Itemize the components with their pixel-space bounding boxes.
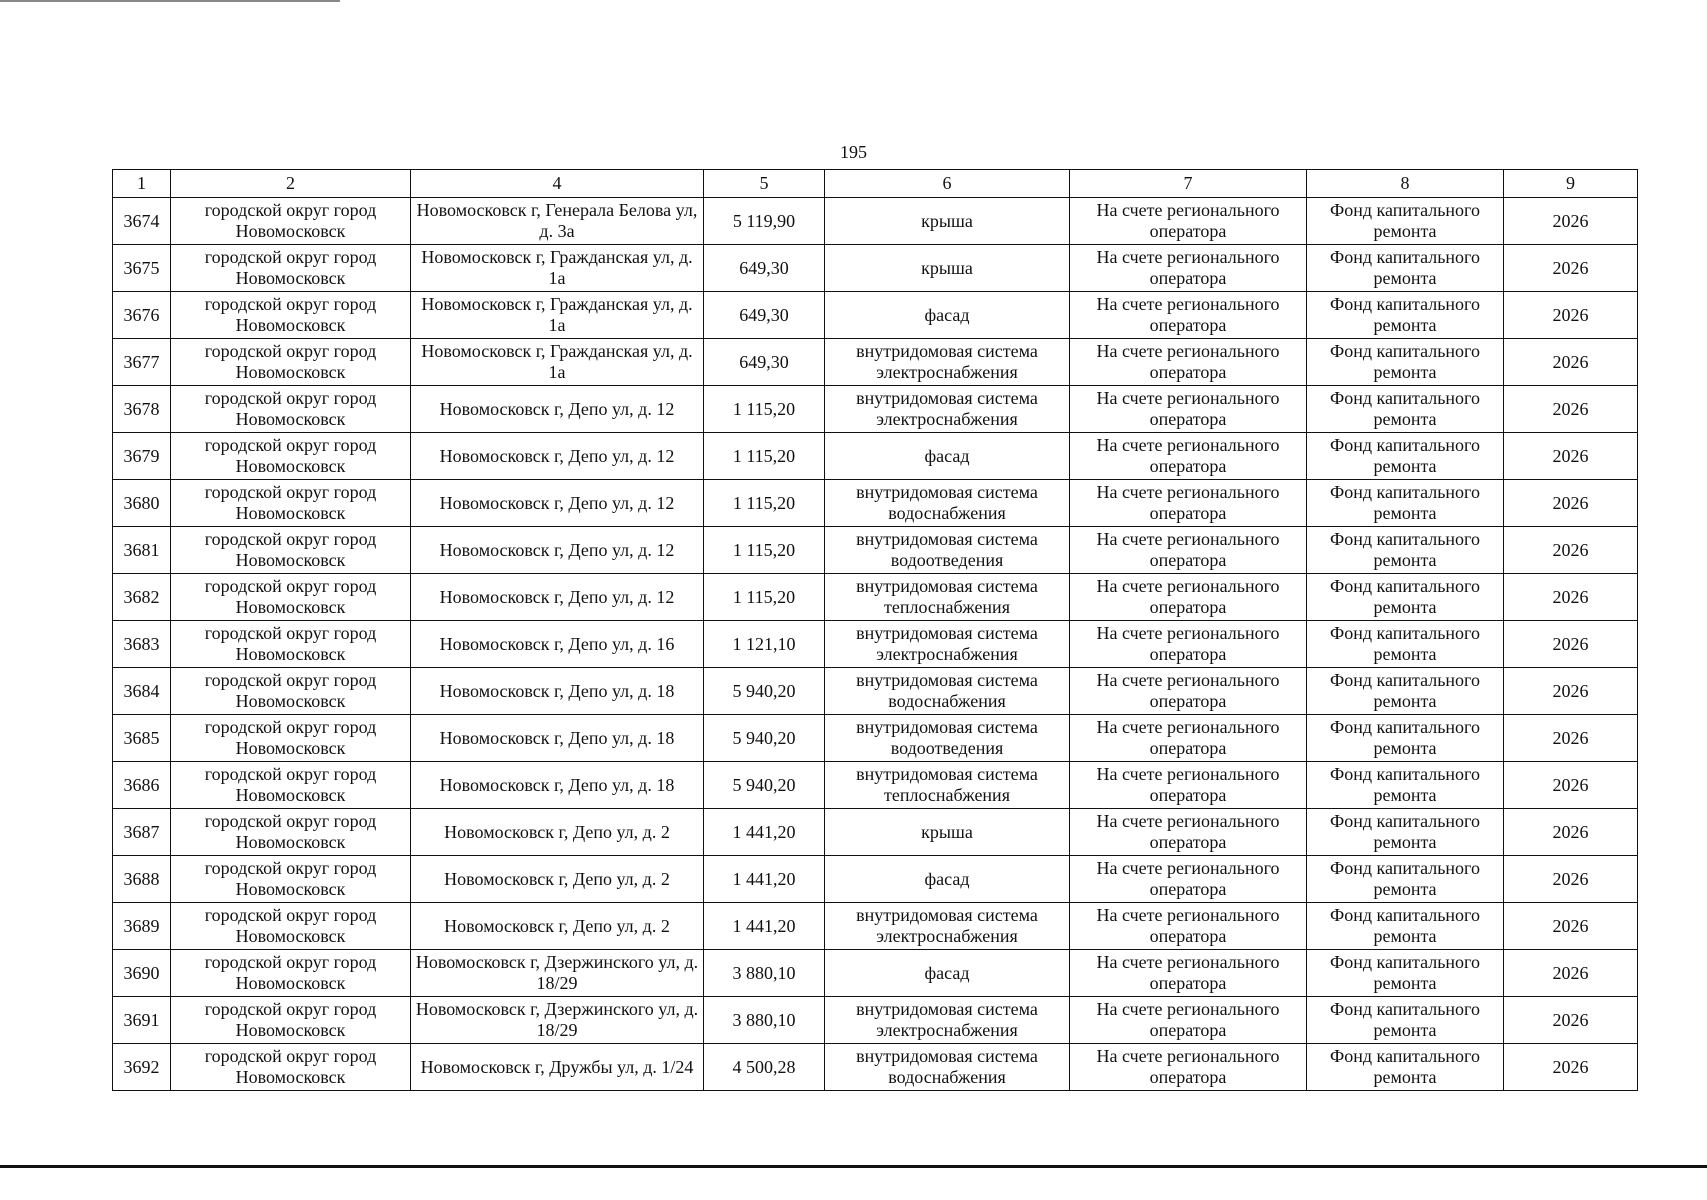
row-number-cell: 3681 xyxy=(113,527,171,574)
year-cell: 2026 xyxy=(1504,480,1638,527)
year-cell: 2026 xyxy=(1504,245,1638,292)
year-cell: 2026 xyxy=(1504,997,1638,1044)
funding-source-cell: Фонд капитального ремонта xyxy=(1307,198,1504,245)
municipality-cell: городской округ город Новомосковск xyxy=(171,903,411,950)
page-number: 195 xyxy=(840,142,867,162)
table-row xyxy=(113,480,1638,527)
scan-artifact-bottom xyxy=(0,1165,1707,1168)
municipality-cell: городской округ город Новомосковск xyxy=(171,574,411,621)
row-number-cell: 3690 xyxy=(113,950,171,997)
address-cell: Новомосковск г, Депо ул, д. 2 xyxy=(411,809,704,856)
row-number-cell: 3688 xyxy=(113,856,171,903)
account-type-cell: На счете регионального оператора xyxy=(1070,292,1307,339)
year-cell: 2026 xyxy=(1504,762,1638,809)
work-type-cell: внутридомовая система электроснабжения xyxy=(825,386,1070,433)
account-type-cell: На счете регионального оператора xyxy=(1070,856,1307,903)
account-type-cell: На счете регионального оператора xyxy=(1070,198,1307,245)
area-cell: 1 115,20 xyxy=(704,574,825,621)
table-row xyxy=(113,527,1638,574)
address-cell: Новомосковск г, Дзержинского ул, д. 18/29 xyxy=(411,950,704,997)
year-cell: 2026 xyxy=(1504,621,1638,668)
municipality-cell: городской округ город Новомосковск xyxy=(171,950,411,997)
municipality-cell: городской округ город Новомосковск xyxy=(171,762,411,809)
address-cell: Новомосковск г, Депо ул, д. 18 xyxy=(411,715,704,762)
municipality-cell: городской округ город Новомосковск xyxy=(171,621,411,668)
account-type-cell: На счете регионального оператора xyxy=(1070,997,1307,1044)
area-cell: 649,30 xyxy=(704,245,825,292)
work-type-cell: внутридомовая система электроснабжения xyxy=(825,621,1070,668)
row-number-cell: 3692 xyxy=(113,1044,171,1091)
area-cell: 1 115,20 xyxy=(704,480,825,527)
year-cell: 2026 xyxy=(1504,715,1638,762)
area-cell: 649,30 xyxy=(704,292,825,339)
address-cell: Новомосковск г, Депо ул, д. 18 xyxy=(411,762,704,809)
row-number-cell: 3682 xyxy=(113,574,171,621)
row-number-cell: 3679 xyxy=(113,433,171,480)
area-cell: 649,30 xyxy=(704,339,825,386)
funding-source-cell: Фонд капитального ремонта xyxy=(1307,903,1504,950)
year-cell: 2026 xyxy=(1504,856,1638,903)
area-cell: 5 940,20 xyxy=(704,668,825,715)
table-row xyxy=(113,715,1638,762)
table-row xyxy=(113,245,1638,292)
table-row xyxy=(113,856,1638,903)
work-type-cell: фасад xyxy=(825,856,1070,903)
funding-source-cell: Фонд капитального ремонта xyxy=(1307,668,1504,715)
column-header-6: 6 xyxy=(825,170,1070,198)
account-type-cell: На счете регионального оператора xyxy=(1070,1044,1307,1091)
work-type-cell: фасад xyxy=(825,292,1070,339)
account-type-cell: На счете регионального оператора xyxy=(1070,386,1307,433)
table-row xyxy=(113,292,1638,339)
address-cell: Новомосковск г, Депо ул, д. 2 xyxy=(411,856,704,903)
column-header-4: 4 xyxy=(411,170,704,198)
municipality-cell: городской округ город Новомосковск xyxy=(171,997,411,1044)
table-row xyxy=(113,1044,1638,1091)
table-header xyxy=(113,170,1638,198)
area-cell: 1 441,20 xyxy=(704,856,825,903)
account-type-cell: На счете регионального оператора xyxy=(1070,245,1307,292)
year-cell: 2026 xyxy=(1504,950,1638,997)
year-cell: 2026 xyxy=(1504,809,1638,856)
municipality-cell: городской округ город Новомосковск xyxy=(171,715,411,762)
area-cell: 1 441,20 xyxy=(704,903,825,950)
address-cell: Новомосковск г, Гражданская ул, д. 1а xyxy=(411,339,704,386)
account-type-cell: На счете регионального оператора xyxy=(1070,715,1307,762)
work-type-cell: внутридомовая система электроснабжения xyxy=(825,903,1070,950)
funding-source-cell: Фонд капитального ремонта xyxy=(1307,386,1504,433)
funding-source-cell: Фонд капитального ремонта xyxy=(1307,715,1504,762)
municipality-cell: городской округ город Новомосковск xyxy=(171,245,411,292)
address-cell: Новомосковск г, Депо ул, д. 12 xyxy=(411,527,704,574)
table-row xyxy=(113,574,1638,621)
work-type-cell: внутридомовая система электроснабжения xyxy=(825,339,1070,386)
address-cell: Новомосковск г, Дзержинского ул, д. 18/29 xyxy=(411,997,704,1044)
municipality-cell: городской округ город Новомосковск xyxy=(171,527,411,574)
work-type-cell: крыша xyxy=(825,198,1070,245)
area-cell: 1 121,10 xyxy=(704,621,825,668)
work-type-cell: внутридомовая система водоснабжения xyxy=(825,668,1070,715)
column-header-5: 5 xyxy=(704,170,825,198)
table-row xyxy=(113,809,1638,856)
account-type-cell: На счете регионального оператора xyxy=(1070,527,1307,574)
table-body xyxy=(113,198,1638,1091)
municipality-cell: городской округ город Новомосковск xyxy=(171,856,411,903)
municipality-cell: городской округ город Новомосковск xyxy=(171,433,411,480)
area-cell: 5 940,20 xyxy=(704,715,825,762)
year-cell: 2026 xyxy=(1504,198,1638,245)
year-cell: 2026 xyxy=(1504,1044,1638,1091)
row-number-cell: 3676 xyxy=(113,292,171,339)
account-type-cell: На счете регионального оператора xyxy=(1070,668,1307,715)
column-header-8: 8 xyxy=(1307,170,1504,198)
funding-source-cell: Фонд капитального ремонта xyxy=(1307,574,1504,621)
funding-source-cell: Фонд капитального ремонта xyxy=(1307,762,1504,809)
funding-source-cell: Фонд капитального ремонта xyxy=(1307,292,1504,339)
municipality-cell: городской округ город Новомосковск xyxy=(171,386,411,433)
year-cell: 2026 xyxy=(1504,292,1638,339)
header-row xyxy=(113,170,1638,198)
account-type-cell: На счете регионального оператора xyxy=(1070,621,1307,668)
table-row xyxy=(113,903,1638,950)
area-cell: 3 880,10 xyxy=(704,997,825,1044)
year-cell: 2026 xyxy=(1504,339,1638,386)
area-cell: 1 115,20 xyxy=(704,527,825,574)
row-number-cell: 3683 xyxy=(113,621,171,668)
area-cell: 1 115,20 xyxy=(704,433,825,480)
row-number-cell: 3677 xyxy=(113,339,171,386)
table-row xyxy=(113,950,1638,997)
table-row xyxy=(113,762,1638,809)
column-header-2: 2 xyxy=(171,170,411,198)
address-cell: Новомосковск г, Гражданская ул, д. 1а xyxy=(411,245,704,292)
address-cell: Новомосковск г, Генерала Белова ул, д. 3а xyxy=(411,198,704,245)
funding-source-cell: Фонд капитального ремонта xyxy=(1307,809,1504,856)
row-number-cell: 3686 xyxy=(113,762,171,809)
funding-source-cell: Фонд капитального ремонта xyxy=(1307,527,1504,574)
row-number-cell: 3675 xyxy=(113,245,171,292)
funding-source-cell: Фонд капитального ремонта xyxy=(1307,856,1504,903)
municipality-cell: городской округ город Новомосковск xyxy=(171,668,411,715)
municipality-cell: городской округ город Новомосковск xyxy=(171,1044,411,1091)
area-cell: 3 880,10 xyxy=(704,950,825,997)
area-cell: 1 115,20 xyxy=(704,386,825,433)
account-type-cell: На счете регионального оператора xyxy=(1070,574,1307,621)
address-cell: Новомосковск г, Депо ул, д. 2 xyxy=(411,903,704,950)
year-cell: 2026 xyxy=(1504,574,1638,621)
capital-repair-table xyxy=(112,169,1638,1091)
year-cell: 2026 xyxy=(1504,668,1638,715)
address-cell: Новомосковск г, Депо ул, д. 16 xyxy=(411,621,704,668)
area-cell: 1 441,20 xyxy=(704,809,825,856)
work-type-cell: внутридомовая система водоотведения xyxy=(825,715,1070,762)
address-cell: Новомосковск г, Депо ул, д. 12 xyxy=(411,574,704,621)
address-cell: Новомосковск г, Дружбы ул, д. 1/24 xyxy=(411,1044,704,1091)
area-cell: 5 940,20 xyxy=(704,762,825,809)
table-row xyxy=(113,433,1638,480)
work-type-cell: крыша xyxy=(825,245,1070,292)
funding-source-cell: Фонд капитального ремонта xyxy=(1307,433,1504,480)
row-number-cell: 3678 xyxy=(113,386,171,433)
work-type-cell: фасад xyxy=(825,433,1070,480)
row-number-cell: 3685 xyxy=(113,715,171,762)
table-row xyxy=(113,339,1638,386)
funding-source-cell: Фонд капитального ремонта xyxy=(1307,480,1504,527)
municipality-cell: городской округ город Новомосковск xyxy=(171,198,411,245)
account-type-cell: На счете регионального оператора xyxy=(1070,762,1307,809)
funding-source-cell: Фонд капитального ремонта xyxy=(1307,245,1504,292)
column-header-7: 7 xyxy=(1070,170,1307,198)
address-cell: Новомосковск г, Депо ул, д. 12 xyxy=(411,433,704,480)
row-number-cell: 3684 xyxy=(113,668,171,715)
table-row xyxy=(113,386,1638,433)
row-number-cell: 3687 xyxy=(113,809,171,856)
work-type-cell: фасад xyxy=(825,950,1070,997)
address-cell: Новомосковск г, Депо ул, д. 12 xyxy=(411,386,704,433)
work-type-cell: внутридомовая система водоотведения xyxy=(825,527,1070,574)
work-type-cell: внутридомовая система теплоснабжения xyxy=(825,762,1070,809)
account-type-cell: На счете регионального оператора xyxy=(1070,339,1307,386)
account-type-cell: На счете регионального оператора xyxy=(1070,433,1307,480)
work-type-cell: крыша xyxy=(825,809,1070,856)
address-cell: Новомосковск г, Депо ул, д. 18 xyxy=(411,668,704,715)
year-cell: 2026 xyxy=(1504,527,1638,574)
row-number-cell: 3674 xyxy=(113,198,171,245)
work-type-cell: внутридомовая система водоснабжения xyxy=(825,480,1070,527)
municipality-cell: городской округ город Новомосковск xyxy=(171,480,411,527)
year-cell: 2026 xyxy=(1504,903,1638,950)
row-number-cell: 3691 xyxy=(113,997,171,1044)
funding-source-cell: Фонд капитального ремонта xyxy=(1307,1044,1504,1091)
row-number-cell: 3689 xyxy=(113,903,171,950)
year-cell: 2026 xyxy=(1504,386,1638,433)
table-row xyxy=(113,621,1638,668)
funding-source-cell: Фонд капитального ремонта xyxy=(1307,621,1504,668)
municipality-cell: городской округ город Новомосковск xyxy=(171,809,411,856)
work-type-cell: внутридомовая система электроснабжения xyxy=(825,997,1070,1044)
account-type-cell: На счете регионального оператора xyxy=(1070,903,1307,950)
column-header-9: 9 xyxy=(1504,170,1638,198)
account-type-cell: На счете регионального оператора xyxy=(1070,809,1307,856)
table-row xyxy=(113,997,1638,1044)
funding-source-cell: Фонд капитального ремонта xyxy=(1307,950,1504,997)
address-cell: Новомосковск г, Гражданская ул, д. 1а xyxy=(411,292,704,339)
funding-source-cell: Фонд капитального ремонта xyxy=(1307,997,1504,1044)
table-row xyxy=(113,198,1638,245)
area-cell: 4 500,28 xyxy=(704,1044,825,1091)
year-cell: 2026 xyxy=(1504,433,1638,480)
account-type-cell: На счете регионального оператора xyxy=(1070,480,1307,527)
municipality-cell: городской округ город Новомосковск xyxy=(171,292,411,339)
work-type-cell: внутридомовая система водоснабжения xyxy=(825,1044,1070,1091)
municipality-cell: городской округ город Новомосковск xyxy=(171,339,411,386)
account-type-cell: На счете регионального оператора xyxy=(1070,950,1307,997)
address-cell: Новомосковск г, Депо ул, д. 12 xyxy=(411,480,704,527)
funding-source-cell: Фонд капитального ремонта xyxy=(1307,339,1504,386)
scan-artifact-top xyxy=(0,0,340,2)
row-number-cell: 3680 xyxy=(113,480,171,527)
work-type-cell: внутридомовая система теплоснабжения xyxy=(825,574,1070,621)
area-cell: 5 119,90 xyxy=(704,198,825,245)
column-header-1: 1 xyxy=(113,170,171,198)
table-row xyxy=(113,668,1638,715)
